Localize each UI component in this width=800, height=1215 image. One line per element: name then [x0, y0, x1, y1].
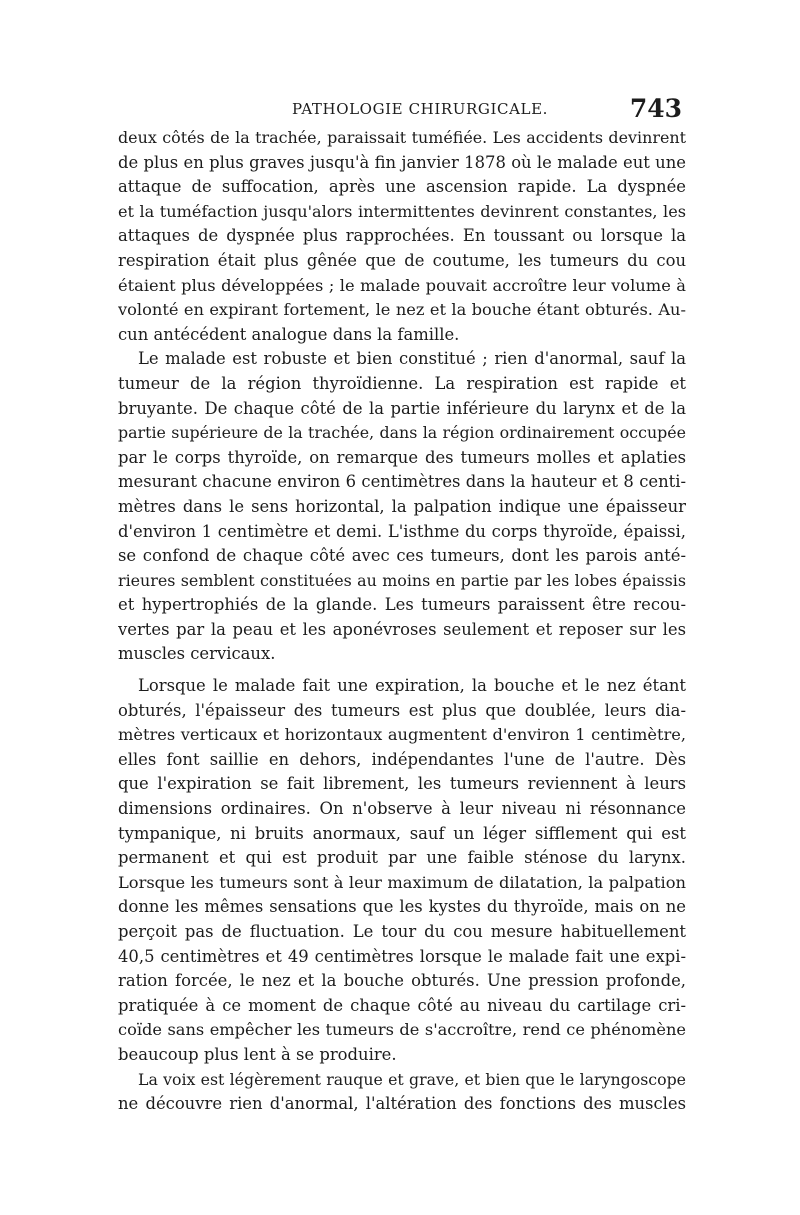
text-line: rieures semblent constituées au moins en partie par les lobes épaissis	[118, 570, 686, 590]
text-line: que l'expiration se fait librement, les tumeurs reviennent à leurs	[118, 774, 686, 794]
text-line: se confond de chaque côté avec ces tumeurs, dont les parois anté-	[118, 546, 686, 566]
text-line: pratiquée à ce moment de chaque côté au niveau du cartilage cri-	[118, 995, 686, 1015]
text-line: beaucoup plus lent à se produire.	[118, 1044, 397, 1064]
text-line: partie supérieure de la trachée, dans la région ordinairement occupée	[118, 423, 686, 443]
text-line: coïde sans empêcher les tumeurs de s'accroître, rend ce phénomène	[118, 1020, 686, 1040]
text-line: Lorsque le malade fait une expiration, la bouche et le nez étant	[138, 676, 686, 696]
text-line: volonté en expirant fortement, le nez et la bouche étant obturés. Au-	[118, 300, 686, 320]
text-line: La voix est légèrement rauque et grave, et bien que le laryngoscope	[138, 1069, 686, 1089]
text-line: et la tuméfaction jusqu'alors intermittentes devinrent constantes, les	[118, 201, 686, 221]
paragraph	[118, 674, 686, 1068]
paragraph	[118, 1068, 686, 1117]
text-line: étaient plus développées ; le malade pouvait accroître leur volume à	[118, 275, 686, 295]
text-line: obturés, l'épaisseur des tumeurs est plus que doublée, leurs dia-	[118, 700, 686, 720]
body-text	[118, 126, 686, 1117]
text-line: bruyante. De chaque côté de la partie inférieure du larynx et de la	[118, 398, 686, 418]
text-line: elles font saillie en dehors, indépendantes l'une de l'autre. Dès	[118, 749, 686, 769]
running-title: PATHOLOGIE CHIRURGICALE.	[292, 100, 549, 118]
text-line: ration forcée, le nez et la bouche obturés. Une pression profonde,	[118, 971, 686, 991]
text-line: de plus en plus graves jusqu'à fin janvier 1878 où le malade eut une	[118, 152, 686, 172]
paragraph-spacer	[118, 667, 686, 674]
running-header	[118, 94, 686, 124]
text-line: mètres verticaux et horizontaux augmentent d'environ 1 centimètre,	[118, 725, 686, 745]
text-line: Le malade est robuste et bien constitué ; rien d'anormal, sauf la	[138, 349, 686, 369]
text-line: d'environ 1 centimètre et demi. L'isthme du corps thyroïde, épaissi,	[118, 521, 686, 541]
text-line: donne les mêmes sensations que les kystes du thyroïde, mais on ne	[118, 897, 686, 917]
text-line: ne découvre rien d'anormal, l'altération des fonctions des muscles	[118, 1094, 686, 1114]
text-line: dimensions ordinaires. On n'observe à leur niveau ni résonnance	[118, 799, 686, 819]
text-line: tumeur de la région thyroïdienne. La respiration est rapide et	[118, 373, 686, 393]
text-line: 40,5 centimètres et 49 centimètres lorsque le malade fait une expi-	[118, 946, 686, 966]
page-number: 743	[629, 94, 682, 123]
text-line: et hypertrophiés de la glande. Les tumeurs paraissent être recou-	[118, 595, 686, 615]
text-line: cun antécédent analogue dans la famille.	[118, 324, 460, 344]
text-line: muscles cervicaux.	[118, 644, 276, 664]
text-line: Lorsque les tumeurs sont à leur maximum de dilatation, la palpation	[118, 872, 686, 892]
text-line: perçoit pas de fluctuation. Le tour du cou mesure habituellement	[118, 922, 686, 941]
text-line: mesurant chacune environ 6 centimètres dans la hauteur et 8 centi-	[118, 472, 686, 492]
text-line: par le corps thyroïde, on remarque des tumeurs molles et aplaties	[118, 447, 686, 467]
text-line: permanent et qui est produit par une faible sténose du larynx.	[118, 848, 686, 868]
text-line: respiration était plus gênée que de coutume, les tumeurs du cou	[118, 250, 686, 270]
text-line: attaque de suffocation, après une ascension rapide. La dyspnée	[118, 177, 686, 197]
paragraph	[118, 126, 686, 347]
text-line: attaques de dyspnée plus rapprochées. En toussant ou lorsque la	[118, 226, 686, 246]
text-line: mètres dans le sens horizontal, la palpation indique une épaisseur	[118, 496, 686, 516]
text-line: deux côtés de la trachée, paraissait tuméfiée. Les accidents devinrent	[118, 128, 686, 147]
text-line: vertes par la peau et les aponévroses seulement et reposer sur les	[118, 619, 686, 639]
text-line: tympanique, ni bruits anormaux, sauf un léger sifflement qui est	[118, 823, 686, 843]
paragraph	[118, 347, 686, 667]
